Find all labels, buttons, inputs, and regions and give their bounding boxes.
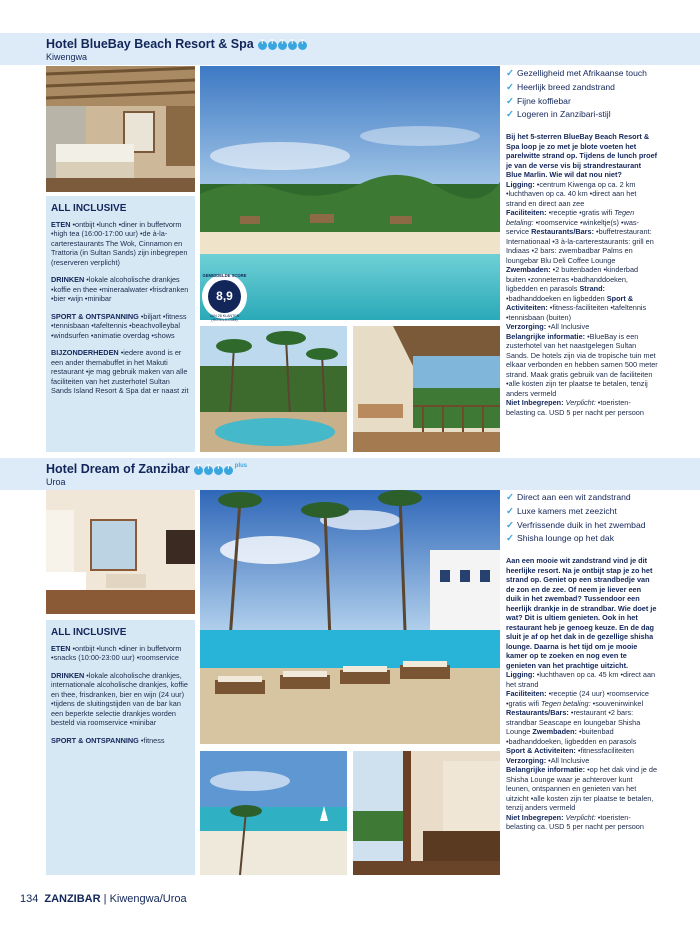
highlight-item: ✓ Logeren in Zanzibari-stijl	[506, 109, 611, 121]
check-icon: ✓	[506, 81, 514, 93]
hotel2-intro: Aan een mooie wit zandstrand vind je dit heerlijke resort. Na je ontbijt stap je zo het strand op. Geniet op een strandbedje van de zon en de zee. Of neem je liever een duik in het zwembad? Tussendoor een heerlijk drankje in de strandbar. Wie doet je wat? Dit is ultiem genieten. Ook in het restaurant heb je genoeg keuze. En de dag sluit je af op het dak in de gezellige shisha lounge. Daarna is het tijd om je mooie kamer op te zoeken en nog even te genieten van het prachtige uitzicht.	[506, 556, 657, 670]
check-icon: ✓	[506, 505, 514, 517]
hotel1-rating-badge	[202, 273, 247, 322]
rating-ring-top: GEMIDDELDE SCORE	[202, 273, 247, 278]
check-icon: ✓	[506, 109, 514, 121]
hotel2-pool-photo	[200, 490, 500, 744]
hotel2-beach-photo	[200, 751, 347, 875]
highlight-item: ✓ Fijne koffiebar	[506, 95, 571, 107]
check-icon: ✓	[506, 533, 514, 545]
all-inclusive-heading: ALL INCLUSIVE	[51, 203, 127, 214]
hotel1-location: Kiwengwa	[46, 52, 88, 62]
hotel2-description	[506, 491, 658, 832]
hotel1-description	[506, 67, 658, 417]
sport-paragraph: SPORT & ONTSPANNING •fitness	[51, 735, 165, 745]
drinken-paragraph: DRINKEN •lokale alcoholische drankjes •koffie en thee •mineraalwater •frisdranken •bier •wijn •minibar	[51, 275, 189, 303]
hotel1-star-rating	[258, 38, 308, 52]
hotel2-location: Uroa	[46, 477, 66, 487]
check-icon: ✓	[506, 68, 514, 79]
rating-ring-bottom: VAN 28 KLANTEN (HOTELS.COM)	[209, 314, 240, 322]
highlight-item: ✓ Direct aan een wit zandstrand	[506, 492, 631, 503]
rating-score: 8,9	[208, 280, 241, 313]
hotel2-room-photo	[46, 490, 195, 614]
footer-destination: ZANZIBAR	[44, 893, 101, 905]
hotel1-facts: Ligging: •centrum Kiwenga op ca. 2 km •luchthaven op ca. 40 km •direct aan het strand en direct aan zee Faciliteiten: •receptie •gratis wifi Tegen betaling: •roomservice •winkeltje(s) •was-service Restaurants/Bars: •buffetrestaurant: Internationaal •3 à-la-carterestaurants: grill en Indiaas •2 bars: zwembadbar Palms en loungebar Blu Deli Coffee Lounge Zwembaden: •2 buitenbaden •kinderbad buiten •zonneterras •badhanddoeken, ligbedden en parasols Strand: •badhanddoeken en ligbedden Sport & Activiteiten: •fitness-faciliteiten •tafeltennis •tennisbaan (buiten) Verzorging: •All Inclusive Belangrijke informatie: •BlueBay is een zusterhotel van het naastgelegen Sultan Sands. De hotels zijn via de tropische tuin met elkaar verbonden en hebben samen 500 meter strand. Maak gratis gebruik van de faciliteiten •alle kosten zijn ter plaatse te betalen, tenzij anders vermeld Niet Inbegrepen: Verplicht: •toeristen-belasting ca. USD 5 per nacht per persoon	[506, 179, 658, 417]
hotel2-roomview-photo	[353, 751, 500, 875]
hotel1-title: Hotel BlueBay Beach Resort & SpaTTTTT	[46, 37, 308, 52]
hotel1-terrace-photo	[353, 326, 500, 452]
hotel1-highlights	[506, 67, 658, 122]
highlight-item: ✓ Verfrissende duik in het zwembad	[506, 519, 646, 531]
highlight-item: ✓ Shisha lounge op het dak	[506, 533, 614, 545]
footer-separator: |	[100, 893, 110, 905]
hotel2-star-rating: TTTT $^{plus}$	[194, 463, 247, 477]
page-footer	[20, 893, 187, 905]
hotel1-beach-photo	[200, 66, 500, 320]
highlight-item: ✓ Gezelligheid met Afrikaanse touch	[506, 68, 647, 79]
hotel2-facts: Ligging: •luchthaven op ca. 45 km •direct aan het strand Faciliteiten: •receptie (24 uur) •roomservice •gratis wifi Tegen betaling: •souvenirwinkel Restaurants/Bars: •restaurant •2 bars: strandbar Seascape en loungebar Shisha Lounge Zwembaden: •buitenbad •badhanddoeken, ligbedden en parasols Sport & Activiteiten: •fitnessfaciliteiten Verzorging: •All Inclusive Belangrijke informatie: •op het dak vind je de Shisha Lounge waar je achterover kunt leunen, ontspannen en genieten van het uitzicht •alle kosten zijn ter plaatse te betalen, tenzij anders vermeld Niet Inbegrepen: Verplicht: •toeristen-belasting ca. USD 5 per nacht per persoon	[506, 670, 658, 832]
page-number: 134	[20, 893, 39, 905]
hotel2-title: Hotel Dream of ZanzibarTTTT $^{plus}$	[46, 462, 247, 477]
check-icon: ✓	[506, 95, 514, 107]
bijzonderheden-paragraph: BIJZONDERHEDEN •iedere avond is er een ander themabuffet in het Makuti restaurant •je mag gebruik maken van alle faciliteiten van het zusterhotel Sultan Sands Island Resort & Spa dat er naast zit	[51, 348, 189, 395]
highlight-item: ✓ Heerlijk breed zandstrand	[506, 81, 615, 93]
all-inclusive-heading: ALL INCLUSIVE	[51, 627, 127, 638]
hotel2-all-inclusive-box	[46, 620, 195, 875]
eten-paragraph: ETEN •ontbijt •lunch •diner in buffetvorm •snacks (10:00-23:00 uur) •roomservice	[51, 643, 182, 662]
hotel1-all-inclusive-box	[46, 196, 195, 452]
sport-paragraph: SPORT & ONTSPANNING •biljart •fitness •tennisbaan •tafeltennis •beachvolleybal •windsurfen •animatie overdag •shows	[51, 311, 187, 340]
hotel1-intro: Bij het 5-sterren BlueBay Beach Resort & Spa loop je zo met je blote voeten het parelwitte strand op. Tijdens de lunch proef je van de verse vis bij strandrestaurant Blue Marlin. Wie wil dat nou niet?	[506, 132, 658, 180]
drinken-paragraph: DRINKEN •lokale alcoholische drankjes, internationale alcoholische drankjes, koffie en thee, frisdranken, bier en wijn (24 uur) •tijdens de sluitingstijden van de bar kan een beperkte selectie drankjes worden besteld via roomservice •minibar	[51, 670, 188, 727]
hotel1-header	[0, 33, 700, 65]
hotel1-pool-photo	[200, 326, 347, 452]
check-icon: ✓	[506, 519, 514, 531]
highlight-item: ✓ Luxe kamers met zeezicht	[506, 505, 617, 517]
footer-region: Kiwengwa/Uroa	[109, 893, 187, 905]
hotel2-header	[0, 458, 700, 490]
hotel1-room-photo	[46, 66, 195, 192]
check-icon: ✓	[506, 492, 514, 503]
eten-paragraph: ETEN •ontbijt •lunch •diner in buffetvorm •high tea (16:00-17:00 uur) •de à-la-carterestaurants The Wok, Cinnamon en Trattoria (in Sultan Sands) zijn inbegrepen (reserveren verplicht)	[51, 219, 188, 267]
hotel2-highlights	[506, 491, 658, 546]
